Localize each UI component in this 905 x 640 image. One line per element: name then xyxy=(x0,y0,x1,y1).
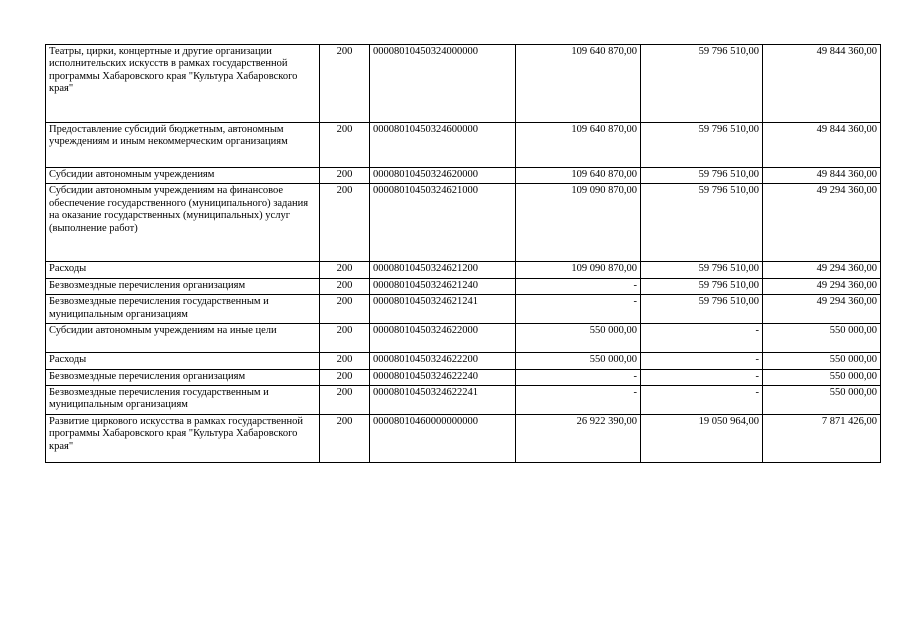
table-row xyxy=(46,262,881,278)
executed-amount-cell: - xyxy=(641,369,763,385)
item-name-cell: Безвозмездные перечисления организациям xyxy=(46,278,320,294)
line-code-cell: 200 xyxy=(320,324,370,353)
budget-table-body xyxy=(46,45,881,463)
budget-code-cell: 00008010460000000000 xyxy=(370,415,516,463)
item-name-cell: Безвозмездные перечисления государственным и муниципальным организациям xyxy=(46,295,320,324)
budget-code-cell: 00008010450324621200 xyxy=(370,262,516,278)
unexecuted-amount-cell: 49 844 360,00 xyxy=(763,168,881,184)
line-code-cell: 200 xyxy=(320,168,370,184)
item-name-cell: Безвозмездные перечисления государственным и муниципальным организациям xyxy=(46,386,320,415)
line-code-cell: 200 xyxy=(320,184,370,262)
approved-amount-cell: - xyxy=(516,295,641,324)
line-code-cell: 200 xyxy=(320,369,370,385)
approved-amount-cell: 109 090 870,00 xyxy=(516,262,641,278)
line-code-cell: 200 xyxy=(320,295,370,324)
line-code-cell: 200 xyxy=(320,123,370,168)
line-code-cell: 200 xyxy=(320,353,370,369)
budget-code-cell: 00008010450324622240 xyxy=(370,369,516,385)
item-name-cell: Развитие циркового искусства в рамках государственной программы Хабаровского края "Культура Хабаровского края" xyxy=(46,415,320,463)
line-code-cell: 200 xyxy=(320,415,370,463)
unexecuted-amount-cell: 49 844 360,00 xyxy=(763,45,881,123)
executed-amount-cell: 19 050 964,00 xyxy=(641,415,763,463)
executed-amount-cell: 59 796 510,00 xyxy=(641,295,763,324)
item-name-cell: Субсидии автономным учреждениям на финансовое обеспечение государственного (муниципального) задания на оказание государственных (муниципальных) услуг (выполнение работ) xyxy=(46,184,320,262)
table-row xyxy=(46,168,881,184)
approved-amount-cell: 550 000,00 xyxy=(516,353,641,369)
item-name-cell: Предоставление субсидий бюджетным, автономным учреждениям и иным некоммерческим организациям xyxy=(46,123,320,168)
executed-amount-cell: 59 796 510,00 xyxy=(641,168,763,184)
item-name-cell: Расходы xyxy=(46,353,320,369)
table-row xyxy=(46,324,881,353)
unexecuted-amount-cell: 49 294 360,00 xyxy=(763,184,881,262)
line-code-cell: 200 xyxy=(320,45,370,123)
approved-amount-cell: 550 000,00 xyxy=(516,324,641,353)
executed-amount-cell: 59 796 510,00 xyxy=(641,278,763,294)
executed-amount-cell: 59 796 510,00 xyxy=(641,262,763,278)
unexecuted-amount-cell: 49 294 360,00 xyxy=(763,278,881,294)
item-name-cell: Субсидии автономным учреждениям xyxy=(46,168,320,184)
table-row xyxy=(46,295,881,324)
approved-amount-cell: 109 640 870,00 xyxy=(516,45,641,123)
budget-code-cell: 00008010450324621240 xyxy=(370,278,516,294)
table-row xyxy=(46,415,881,463)
table-row xyxy=(46,369,881,385)
unexecuted-amount-cell: 550 000,00 xyxy=(763,353,881,369)
table-row xyxy=(46,386,881,415)
line-code-cell: 200 xyxy=(320,262,370,278)
line-code-cell: 200 xyxy=(320,386,370,415)
executed-amount-cell: - xyxy=(641,386,763,415)
budget-code-cell: 00008010450324000000 xyxy=(370,45,516,123)
budget-code-cell: 00008010450324622000 xyxy=(370,324,516,353)
approved-amount-cell: - xyxy=(516,369,641,385)
unexecuted-amount-cell: 7 871 426,00 xyxy=(763,415,881,463)
unexecuted-amount-cell: 49 294 360,00 xyxy=(763,262,881,278)
table-row xyxy=(46,123,881,168)
executed-amount-cell: 59 796 510,00 xyxy=(641,45,763,123)
executed-amount-cell: - xyxy=(641,324,763,353)
item-name-cell: Расходы xyxy=(46,262,320,278)
line-code-cell: 200 xyxy=(320,278,370,294)
table-row xyxy=(46,278,881,294)
budget-code-cell: 00008010450324622241 xyxy=(370,386,516,415)
table-row xyxy=(46,45,881,123)
executed-amount-cell: 59 796 510,00 xyxy=(641,184,763,262)
budget-table xyxy=(45,44,881,463)
item-name-cell: Театры, цирки, концертные и другие организации исполнительских искусств в рамках государственной программы Хабаровского края "Культура Хабаровского края" xyxy=(46,45,320,123)
table-row xyxy=(46,184,881,262)
approved-amount-cell: 109 090 870,00 xyxy=(516,184,641,262)
executed-amount-cell: - xyxy=(641,353,763,369)
approved-amount-cell: 109 640 870,00 xyxy=(516,123,641,168)
unexecuted-amount-cell: 49 844 360,00 xyxy=(763,123,881,168)
budget-code-cell: 00008010450324621000 xyxy=(370,184,516,262)
unexecuted-amount-cell: 49 294 360,00 xyxy=(763,295,881,324)
item-name-cell: Субсидии автономным учреждениям на иные цели xyxy=(46,324,320,353)
budget-code-cell: 00008010450324622200 xyxy=(370,353,516,369)
budget-code-cell: 00008010450324600000 xyxy=(370,123,516,168)
approved-amount-cell: - xyxy=(516,278,641,294)
budget-code-cell: 00008010450324620000 xyxy=(370,168,516,184)
unexecuted-amount-cell: 550 000,00 xyxy=(763,324,881,353)
unexecuted-amount-cell: 550 000,00 xyxy=(763,386,881,415)
budget-code-cell: 00008010450324621241 xyxy=(370,295,516,324)
approved-amount-cell: - xyxy=(516,386,641,415)
executed-amount-cell: 59 796 510,00 xyxy=(641,123,763,168)
approved-amount-cell: 26 922 390,00 xyxy=(516,415,641,463)
approved-amount-cell: 109 640 870,00 xyxy=(516,168,641,184)
table-row xyxy=(46,353,881,369)
unexecuted-amount-cell: 550 000,00 xyxy=(763,369,881,385)
item-name-cell: Безвозмездные перечисления организациям xyxy=(46,369,320,385)
